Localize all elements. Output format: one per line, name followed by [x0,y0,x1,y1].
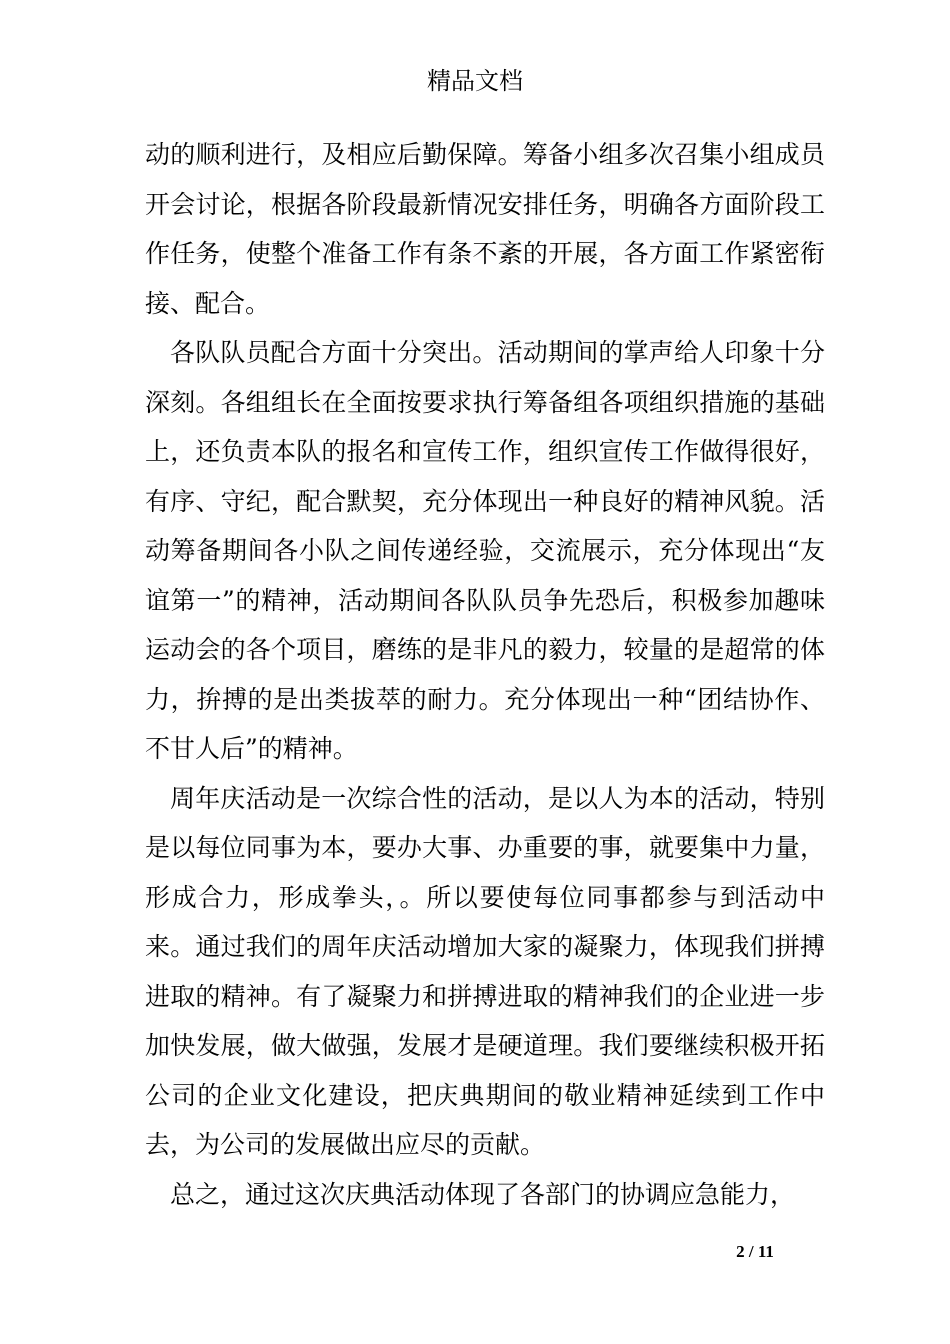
page-number: 2 / 11 [736,1242,774,1261]
paragraph-3: 周年庆活动是一次综合性的活动，是以人为本的活动，特别是以每位同事为本，要办大事、办重要的事，就要集中力量，形成合力，形成拳头，。所以要使每位同事都参与到活动中来。通过我们的周年庆活动增加大家的凝聚力，体现我们拼搏进取的精神。有了凝聚力和拼搏进取的精神我们的企业进一步加快发展，做大做强，发展才是硬道理。我们要继续积极开拓公司的企业文化建设，把庆典期间的敬业精神延续到工作中去，为公司的发展做出应尽的贡献。 [145,783,825,1159]
paragraph-1: 动的顺利进行，及相应后勤保障。筹备小组多次召集小组成员开会讨论，根据各阶段最新情况安排任务，明确各方面阶段工作任务，使整个准备工作有条不紊的开展，各方面工作紧密衔接、配合。 [145,140,825,318]
page-header [0,66,950,96]
header-title: 精品文档 [427,67,523,95]
page-footer [700,1241,810,1263]
document-body [145,130,825,1219]
paragraph-4: 总之，通过这次庆典活动体现了各部门的协调应急能力， [170,1179,796,1209]
paragraph-2: 各队队员配合方面十分突出。活动期间的掌声给人印象十分深刻。各组组长在全面按要求执行筹备组各项组织措施的基础上，还负责本队的报名和宣传工作，组织宣传工作做得很好，有序、守纪，配合默契，充分体现出一种良好的精神风貌。活动筹备期间各小队之间传递经验，交流展示，充分体现出“友谊第一”的精神，活动期间各队队员争先恐后，积极参加趣味运动会的各个项目，磨练的是非凡的毅力，较量的是超常的体力，拚搏的是出类拔萃的耐力。充分体现出一种“团结协作、不甘人后”的精神。 [145,338,825,763]
